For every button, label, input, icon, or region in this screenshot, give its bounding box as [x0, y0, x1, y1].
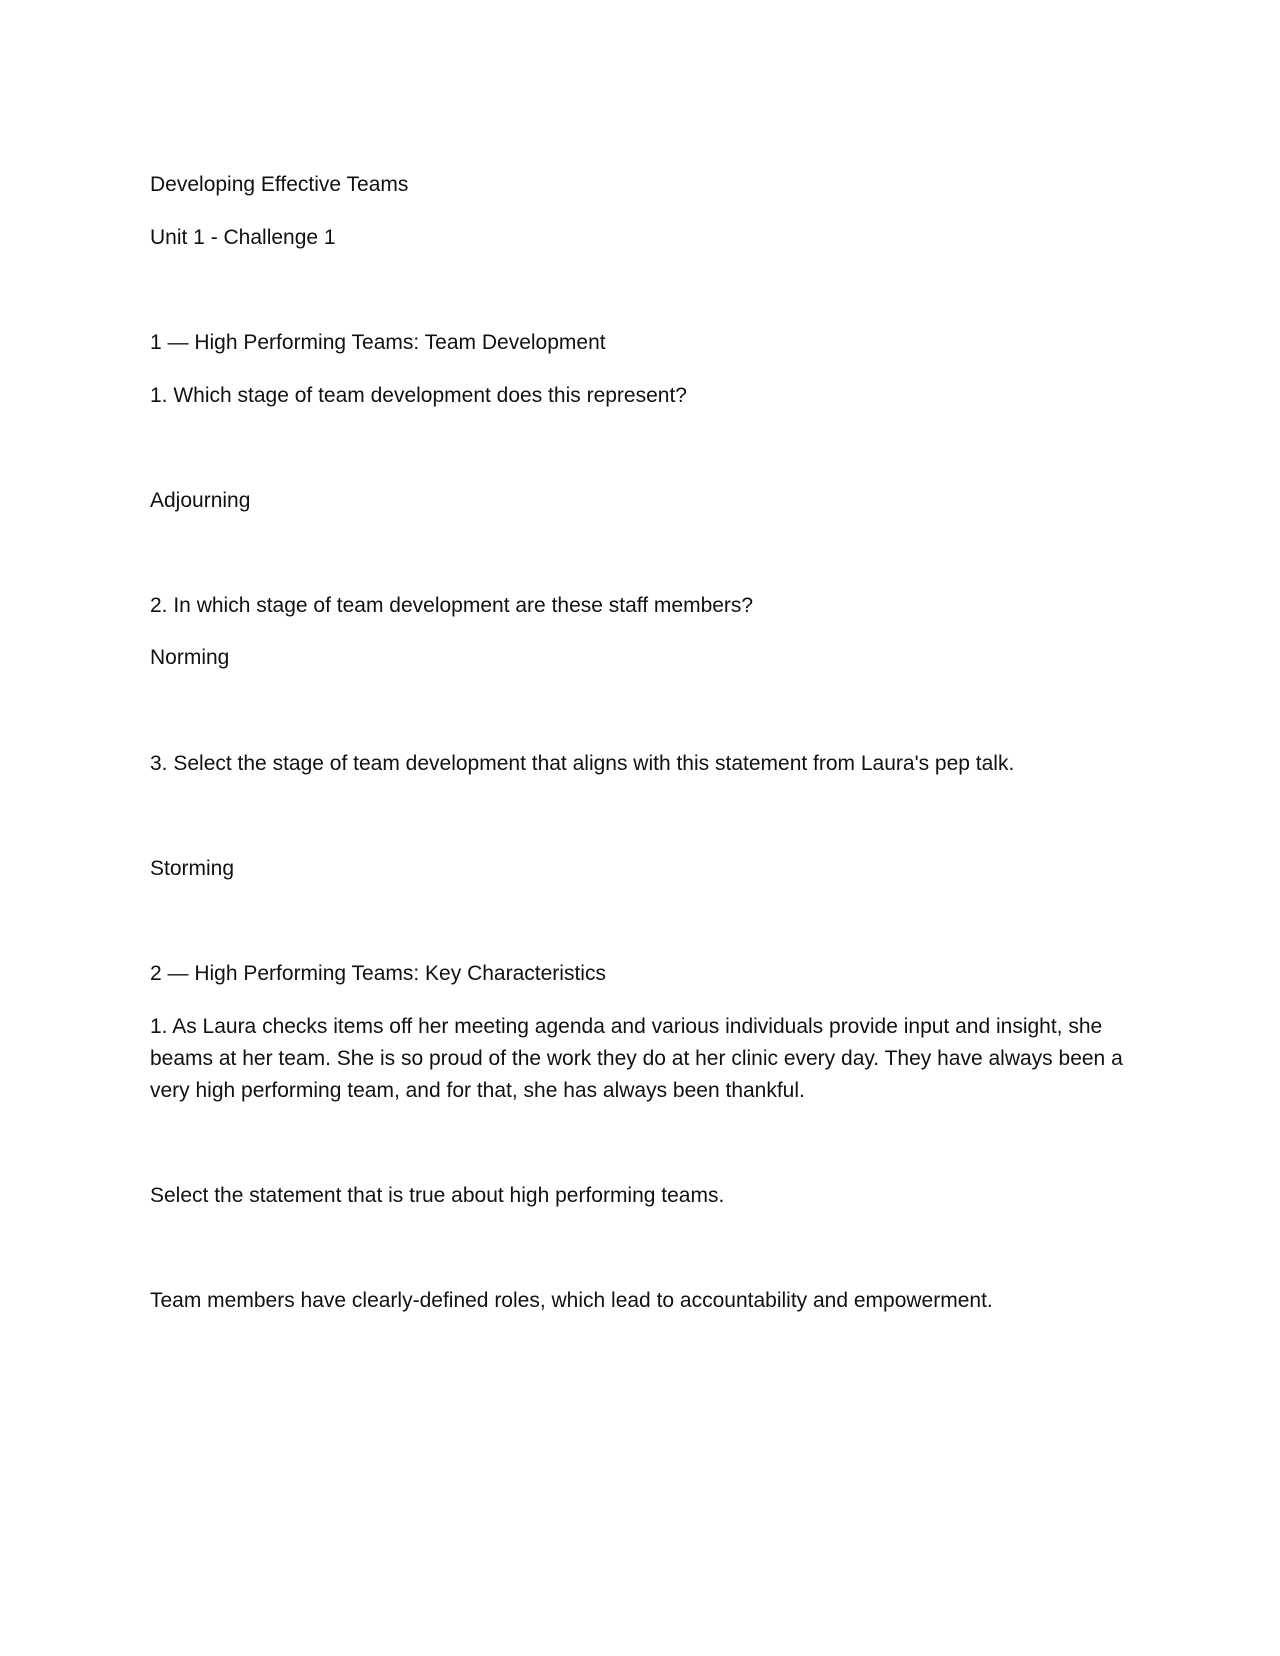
section-2-heading: 2 — High Performing Teams: Key Characteristics — [150, 962, 606, 985]
question-1-1: 1. Which stage of team development does this represent? — [150, 384, 687, 407]
section-1-heading: 1 — High Performing Teams: Team Development — [150, 331, 606, 354]
question-2-1-line-1: 1. As Laura checks items off her meeting agenda and various individuals provide input and insight, she — [150, 1015, 1103, 1038]
question-2-1-line-2: beams at her team. She is so proud of the work they do at her clinic every day. They have always been a — [150, 1047, 1123, 1070]
document-subtitle: Unit 1 - Challenge 1 — [150, 226, 336, 249]
document-title: Developing Effective Teams — [150, 173, 409, 196]
question-1-3: 3. Select the stage of team development that aligns with this statement from Laura's pep talk. — [150, 752, 1015, 775]
question-1-2: 2. In which stage of team development are these staff members? — [150, 594, 754, 617]
question-2-1-line-3: very high performing team, and for that, she has always been thankful. — [150, 1079, 805, 1102]
answer-1-1: Adjourning — [150, 489, 251, 512]
answer-2-1: Team members have clearly-defined roles, which lead to accountability and empowerment. — [150, 1289, 993, 1312]
answer-1-2: Norming — [150, 646, 230, 669]
answer-1-3: Storming — [150, 857, 235, 880]
question-2-1-prompt: Select the statement that is true about high performing teams. — [150, 1184, 725, 1207]
